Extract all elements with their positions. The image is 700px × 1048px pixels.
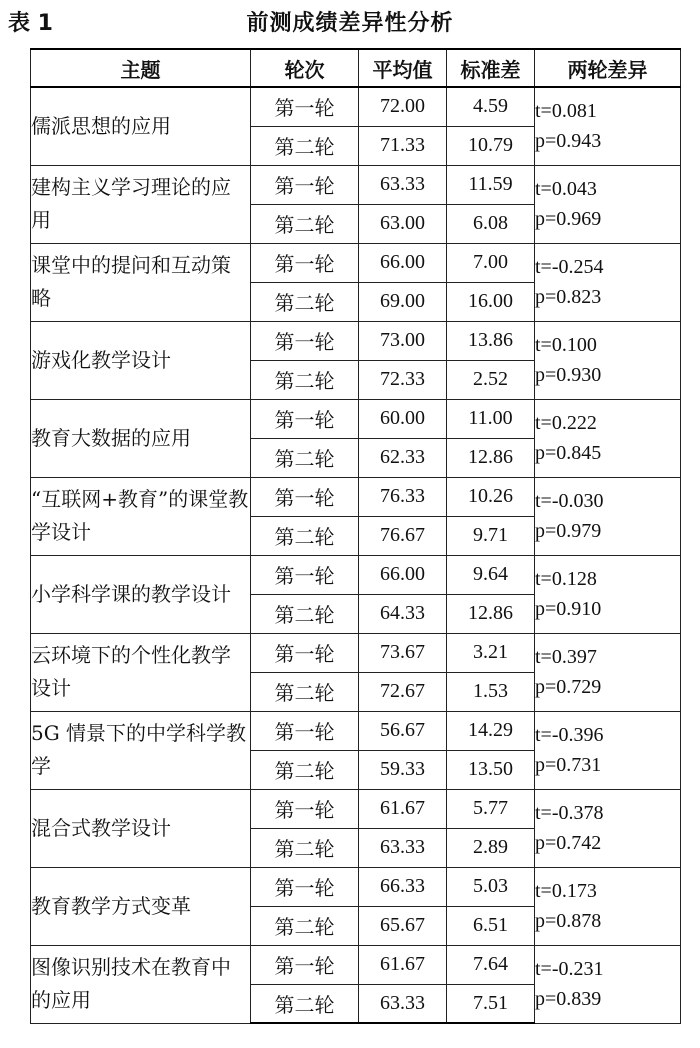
table-row xyxy=(31,555,681,594)
difference-cell xyxy=(535,711,681,789)
table-row xyxy=(31,165,681,204)
t-value: t=0.081 xyxy=(535,100,597,123)
std-cell: 12.86 xyxy=(447,438,535,477)
header-difference: 两轮差异 xyxy=(535,49,681,87)
std-cell: 7.64 xyxy=(447,945,535,984)
table-row xyxy=(31,243,681,282)
std-cell: 1.53 xyxy=(447,672,535,711)
round-cell: 第二轮 xyxy=(251,126,359,165)
table-caption xyxy=(0,6,700,40)
table-row xyxy=(31,867,681,906)
round-cell: 第二轮 xyxy=(251,828,359,867)
mean-cell: 73.67 xyxy=(359,633,447,672)
t-value: t=-0.030 xyxy=(535,490,604,512)
mean-cell: 61.67 xyxy=(359,945,447,984)
std-cell: 11.59 xyxy=(447,165,535,204)
table-row xyxy=(31,711,681,750)
table-row xyxy=(31,321,681,360)
mean-cell: 72.67 xyxy=(359,672,447,711)
round-cell: 第一轮 xyxy=(251,945,359,984)
p-value: p=0.823 xyxy=(535,286,602,308)
table-row xyxy=(31,789,681,828)
std-cell: 5.03 xyxy=(447,867,535,906)
difference-cell xyxy=(535,945,681,1023)
round-cell: 第二轮 xyxy=(251,282,359,321)
topic-cell: “互联网+教育”的课堂教学设计 xyxy=(31,477,251,555)
mean-cell: 61.67 xyxy=(359,789,447,828)
round-cell: 第二轮 xyxy=(251,360,359,399)
mean-cell: 71.33 xyxy=(359,126,447,165)
round-cell: 第一轮 xyxy=(251,477,359,516)
mean-cell: 76.67 xyxy=(359,516,447,555)
std-cell: 9.64 xyxy=(447,555,535,594)
mean-cell: 63.00 xyxy=(359,204,447,243)
topic-cell: 混合式教学设计 xyxy=(31,789,251,867)
std-cell: 4.59 xyxy=(447,87,535,126)
mean-cell: 59.33 xyxy=(359,750,447,789)
round-cell: 第一轮 xyxy=(251,243,359,282)
t-value: t=0.043 xyxy=(535,178,597,200)
round-cell: 第二轮 xyxy=(251,672,359,711)
p-value: p=0.742 xyxy=(535,832,602,854)
std-cell: 9.71 xyxy=(447,516,535,555)
t-value: t=0.397 xyxy=(535,646,597,668)
header-std: 标准差 xyxy=(447,49,535,87)
table-row xyxy=(31,477,681,516)
p-value: p=0.839 xyxy=(535,988,602,1010)
mean-cell: 63.33 xyxy=(359,984,447,1023)
table-row xyxy=(31,87,681,126)
p-value: p=0.943 xyxy=(535,130,602,153)
p-value: p=0.910 xyxy=(535,598,602,620)
table-row xyxy=(31,633,681,672)
table-row xyxy=(31,945,681,984)
difference-cell xyxy=(535,867,681,945)
std-cell: 2.89 xyxy=(447,828,535,867)
round-cell: 第二轮 xyxy=(251,438,359,477)
round-cell: 第一轮 xyxy=(251,399,359,438)
mean-cell: 63.33 xyxy=(359,828,447,867)
round-cell: 第一轮 xyxy=(251,867,359,906)
topic-cell: 教育教学方式变革 xyxy=(31,867,251,945)
std-cell: 5.77 xyxy=(447,789,535,828)
round-cell: 第二轮 xyxy=(251,594,359,633)
t-value: t=0.100 xyxy=(535,334,597,356)
round-cell: 第一轮 xyxy=(251,87,359,126)
header-row xyxy=(31,49,681,87)
mean-cell: 66.00 xyxy=(359,555,447,594)
topic-cell: 游戏化教学设计 xyxy=(31,321,251,399)
t-value: t=-0.378 xyxy=(535,802,604,824)
round-cell: 第二轮 xyxy=(251,750,359,789)
header-round: 轮次 xyxy=(251,49,359,87)
round-cell: 第二轮 xyxy=(251,984,359,1023)
difference-cell xyxy=(535,165,681,243)
round-cell: 第一轮 xyxy=(251,633,359,672)
round-cell: 第二轮 xyxy=(251,906,359,945)
mean-cell: 72.00 xyxy=(359,87,447,126)
p-value: p=0.729 xyxy=(535,676,602,698)
difference-cell xyxy=(535,633,681,711)
t-value: t=0.222 xyxy=(535,412,597,434)
std-cell: 10.26 xyxy=(447,477,535,516)
std-cell: 3.21 xyxy=(447,633,535,672)
topic-cell: 云环境下的个性化教学设计 xyxy=(31,633,251,711)
std-cell: 13.50 xyxy=(447,750,535,789)
table-body xyxy=(31,87,681,1023)
statistics-table xyxy=(30,48,681,1024)
topic-cell: 小学科学课的教学设计 xyxy=(31,555,251,633)
std-cell: 10.79 xyxy=(447,126,535,165)
round-cell: 第一轮 xyxy=(251,165,359,204)
mean-cell: 65.67 xyxy=(359,906,447,945)
t-value: t=0.173 xyxy=(535,880,597,902)
mean-cell: 60.00 xyxy=(359,399,447,438)
mean-cell: 76.33 xyxy=(359,477,447,516)
p-value: p=0.878 xyxy=(535,910,602,932)
difference-cell xyxy=(535,399,681,477)
std-cell: 7.51 xyxy=(447,984,535,1023)
t-value: t=-0.231 xyxy=(535,958,604,980)
std-cell: 6.51 xyxy=(447,906,535,945)
p-value: p=0.930 xyxy=(535,364,602,386)
mean-cell: 66.00 xyxy=(359,243,447,282)
t-value: t=0.128 xyxy=(535,568,597,590)
std-cell: 12.86 xyxy=(447,594,535,633)
p-value: p=0.731 xyxy=(535,754,602,776)
difference-cell xyxy=(535,789,681,867)
std-cell: 13.86 xyxy=(447,321,535,360)
table-title: 前测成绩差异性分析 xyxy=(246,11,454,36)
p-value: p=0.969 xyxy=(535,208,602,230)
std-cell: 14.29 xyxy=(447,711,535,750)
mean-cell: 69.00 xyxy=(359,282,447,321)
mean-cell: 63.33 xyxy=(359,165,447,204)
topic-cell: 教育大数据的应用 xyxy=(31,399,251,477)
round-cell: 第一轮 xyxy=(251,555,359,594)
mean-cell: 56.67 xyxy=(359,711,447,750)
difference-cell xyxy=(535,321,681,399)
mean-cell: 73.00 xyxy=(359,321,447,360)
p-value: p=0.979 xyxy=(535,520,602,542)
difference-cell xyxy=(535,555,681,633)
mean-cell: 72.33 xyxy=(359,360,447,399)
topic-cell: 课堂中的提问和互动策略 xyxy=(31,243,251,321)
header-topic: 主题 xyxy=(31,49,251,87)
topic-cell: 儒派思想的应用 xyxy=(31,87,251,165)
round-cell: 第一轮 xyxy=(251,711,359,750)
header-mean: 平均值 xyxy=(359,49,447,87)
std-cell: 11.00 xyxy=(447,399,535,438)
table-row xyxy=(31,399,681,438)
round-cell: 第二轮 xyxy=(251,204,359,243)
round-cell: 第一轮 xyxy=(251,789,359,828)
t-value: t=-0.396 xyxy=(535,724,604,746)
std-cell: 16.00 xyxy=(447,282,535,321)
topic-cell: 5G 情景下的中学科学教学 xyxy=(31,711,251,789)
mean-cell: 62.33 xyxy=(359,438,447,477)
t-value: t=-0.254 xyxy=(535,256,604,278)
std-cell: 7.00 xyxy=(447,243,535,282)
round-cell: 第一轮 xyxy=(251,321,359,360)
topic-cell: 建构主义学习理论的应用 xyxy=(31,165,251,243)
difference-cell xyxy=(535,243,681,321)
std-cell: 2.52 xyxy=(447,360,535,399)
difference-cell xyxy=(535,87,681,165)
table-label: 表 1 xyxy=(8,11,53,36)
mean-cell: 66.33 xyxy=(359,867,447,906)
mean-cell: 64.33 xyxy=(359,594,447,633)
round-cell: 第二轮 xyxy=(251,516,359,555)
p-value: p=0.845 xyxy=(535,442,602,464)
topic-cell: 图像识别技术在教育中的应用 xyxy=(31,945,251,1023)
std-cell: 6.08 xyxy=(447,204,535,243)
difference-cell xyxy=(535,477,681,555)
